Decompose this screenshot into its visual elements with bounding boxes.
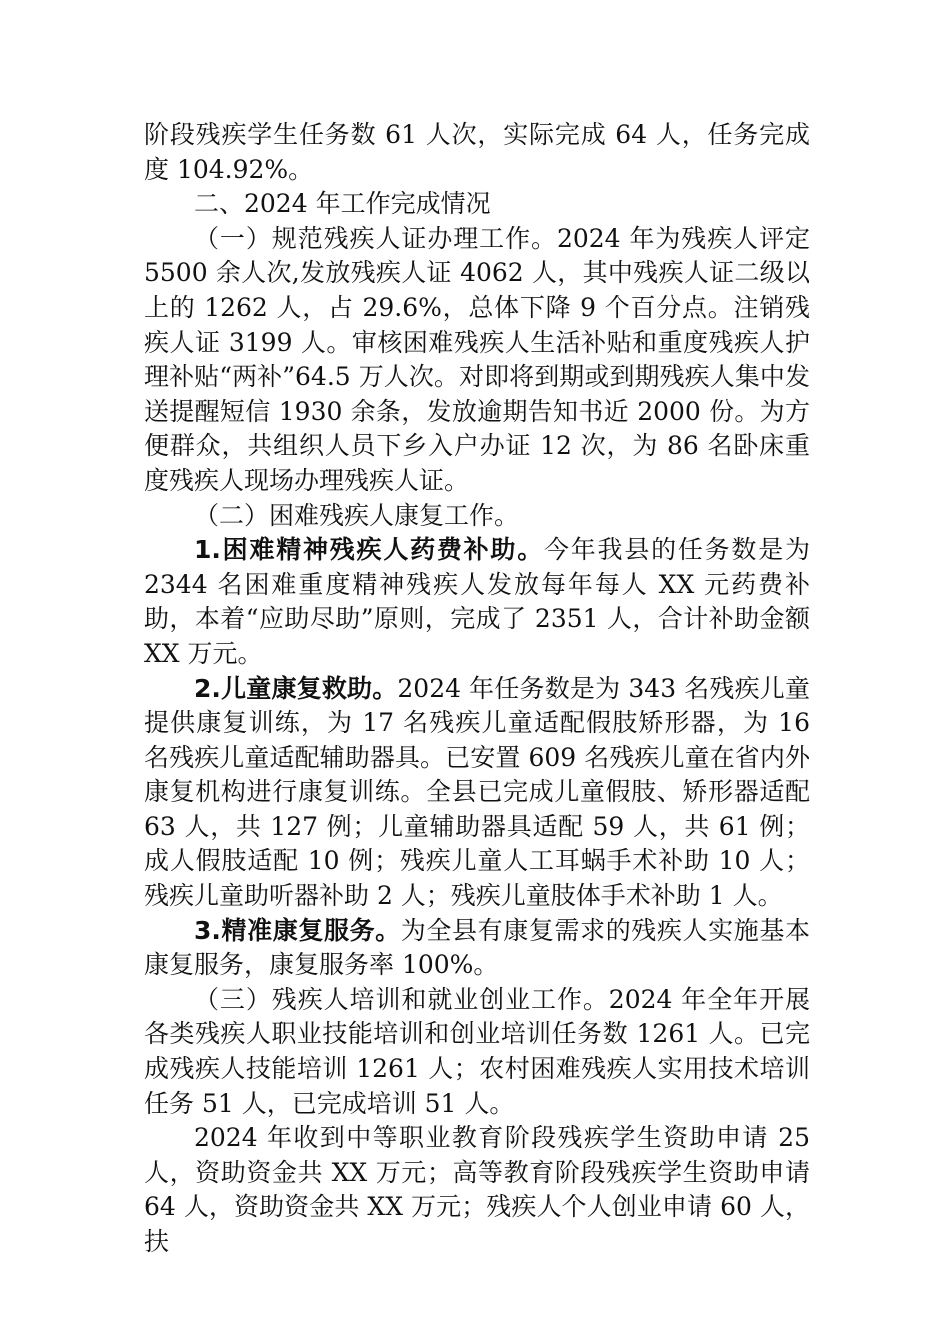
document-body <box>144 118 810 1260</box>
item-body-precise-rehabilitation: 为全县有康复需求的残疾人实施基本康复服务，康复服务率 100%。 <box>144 915 810 980</box>
item-title-precise-rehabilitation: 3.精准康复服务。 <box>194 915 401 945</box>
item-body-mental-disability-subsidy: 今年我县的任务数是为 2344 名困难重度精神残疾人发放每年每人 XX 元药费补助，本着“应助尽助”原则，完成了 2351 人，合计补助金额 XX 万元。 <box>144 535 810 668</box>
section-heading-2024-work: 二、2024 年工作完成情况 <box>194 189 491 219</box>
paragraph-task-completion: 阶段残疾学生任务数 61 人次，实际完成 64 人，任务完成度 104.92%。 <box>144 120 810 184</box>
paragraph-child-rehabilitation <box>144 672 810 914</box>
paragraph-student-aid: 2024 年收到中等职业教育阶段残疾学生资助申请 25 人，资助资金共 XX 万元；高等教育阶段残疾学生资助申请 64 人，资助资金共 XX 万元；残疾人个人创业申请 60 人，扶 <box>144 1123 810 1256</box>
paragraph-training-employment: （三）残疾人培训和就业创业工作。2024 年全年开展各类残疾人职业技能培训和创业培训任务数 1261 人。已完成残疾人技能培训 1261 人；农村困难残疾人实用技术培训任务 51 人，已完成培训 51 人。 <box>144 984 810 1118</box>
paragraph-precise-rehabilitation <box>144 914 810 983</box>
item-title-child-rehabilitation: 2.儿童康复救助。 <box>194 673 398 703</box>
subsection-heading-rehabilitation: （二）困难残疾人康复工作。 <box>194 500 520 530</box>
paragraph-disability-certificate: （一）规范残疾人证办理工作。2024 年为残疾人评定 5500 余人次,发放残疾人证 4062 人，其中残疾人证二级以上的 1262 人，占 29.6%，总体下降 9 个百分点。注销残疾人证 3199 人。审核困难残疾人生活补贴和重度残疾人护理补贴“两补”64.5 万人次。对即将到期或到期残疾人集中发送提醒短信 1930 余条，发放逾期告知书近 2000 份。为方便群众，共组织人员下乡入户办证 12 次，为 86 名卧床重度残疾人现场办理残疾人证。 <box>144 223 810 495</box>
item-title-mental-disability-subsidy: 1.困难精神残疾人药费补助。 <box>194 535 544 565</box>
item-body-child-rehabilitation: 2024 年任务数是为 343 名残疾儿童提供康复训练，为 17 名残疾儿童适配假肢矫形器，为 16 名残疾儿童适配辅助器具。已安置 609 名残疾儿童在省内外康复机构进行康复训练。全县已完成儿童假肢、矫形器适配 63 人，共 127 例；儿童辅助器具适配 59 人，共 61 例；成人假肢适配 10 例；残疾儿童人工耳蜗手术补助 10 人；残疾儿童助听器补助 2 人；残疾儿童肢体手术补助 1 人。 <box>144 673 810 911</box>
paragraph-mental-disability-subsidy <box>144 533 810 671</box>
